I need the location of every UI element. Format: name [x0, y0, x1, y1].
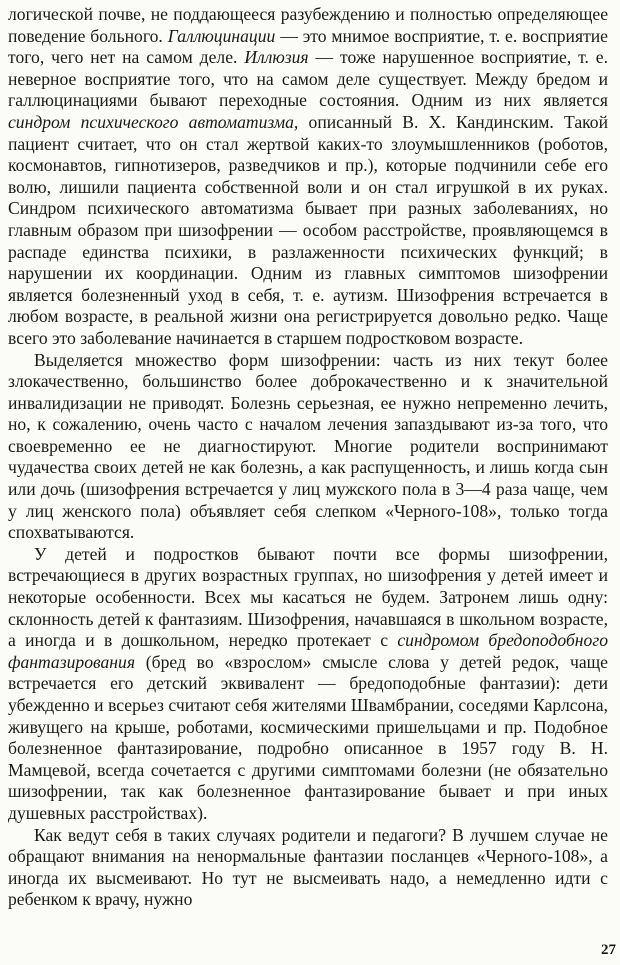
- italic-term: синдромом бредоподобного фантазирования: [8, 630, 608, 672]
- paragraph: [8, 544, 608, 825]
- text-run: (бред во «взрослом» смысле слова у детей редок, чаще встречается его детский эквивалент — бредоподобные фантазии): дети убежденно и всерьез считают себя жителями Швамбрании, соседями Карлсона, живущего на крыше, роботами, космическими пришельцами и пр. Подобное болезненное фантазирование, подробно описанное в 1957 году В. Н. Мамцевой, всегда сочетается с другими симптомами болезни (не обязательно шизофрении, так как болезненное фантазирование бывает и при иных душевных расстройствах).: [8, 651, 608, 823]
- text-run: описанный В. Х. Кандинским. Такой пациент считает, что он стал жертвой каких-то злоумышленников (роботов, космонавтов, гипнотизеров, разведчиков и пр.), которые подчинили себе его волю, лишили пациента собственной воли и он стал игрушкой в их руках. Синдром психического автоматизма бывает при разных заболеваниях, но главным образом при шизофрении — особом расстройстве, проявляющемся в распаде единства психики, в разлаженности психических функций; в нарушении их координации. Одним из главных симптомов шизофрении является болезненный уход в себя, т. е. аутизм. Шизофрения встречается в любом возрасте, в реальной жизни она регистрируется довольно редко. Чаще всего это заболевание начинается в старшем подростковом возрасте.: [8, 111, 608, 348]
- text-run: — тоже нарушенное восприятие, т. е. неверное восприятие того, что на самом деле существует. Между бредом и галлюцинациями бывают переходные состояния. Одним из них является: [8, 47, 608, 111]
- italic-term: синдром психического автоматизма,: [8, 111, 299, 132]
- italic-term: Галлюцинации: [167, 25, 276, 46]
- text-run: — это мнимое восприятие, т. е. восприятие того, чего нет на самом деле.: [8, 25, 608, 68]
- text-run: Выделяется множество форм шизофрении: часть из них текут более злокачественно, большинство более доброкачественно и к значительной инвалидизации не приводят. Болезнь серьезная, ее нужно непременно лечить, но, к сожалению, очень часто с началом лечения запаздывают из-за того, что своевременно ее не диагностируют. Многие родители воспринимают чудачества своих детей не как болезнь, а как распущенность, и лишь когда сын или дочь (шизофрения встречается у лиц мужского пола в 3—4 раза чаще, чем у лиц женского пола) объявляет себя слепком «Черного-108», только тогда спохватываются.: [8, 349, 608, 543]
- italic-term: Иллюзия: [244, 47, 309, 68]
- text-run: Как ведут себя в таких случаях родители и педагоги? В лучшем случае не обращают внимания на ненормальные фантазии посланцев «Черного-108», а иногда их высмеивают. Но тут не высмеивать надо, а немедленно идти с ребенком к врачу, нужно: [8, 824, 608, 910]
- paragraph: [8, 350, 608, 544]
- paragraph: [8, 825, 608, 911]
- page-number: 27: [601, 942, 616, 958]
- paragraph: [8, 4, 608, 350]
- text-run: логической почве, не поддающееся разубеждению и полностью определяющее поведение больного.: [8, 4, 608, 46]
- body-text: [8, 4, 608, 911]
- text-run: У детей и подростков бывают почти все формы шизофрении, встречающиеся в других возрастных группах, но шизофрения у детей имеет и некоторые особенности. Всех мы касаться не будем. Затронем лишь одну: склонность детей к фантазиям. Шизофрения, начавшаяся в школьном возрасте, а иногда и в дошкольном, нередко протекает с: [8, 543, 608, 651]
